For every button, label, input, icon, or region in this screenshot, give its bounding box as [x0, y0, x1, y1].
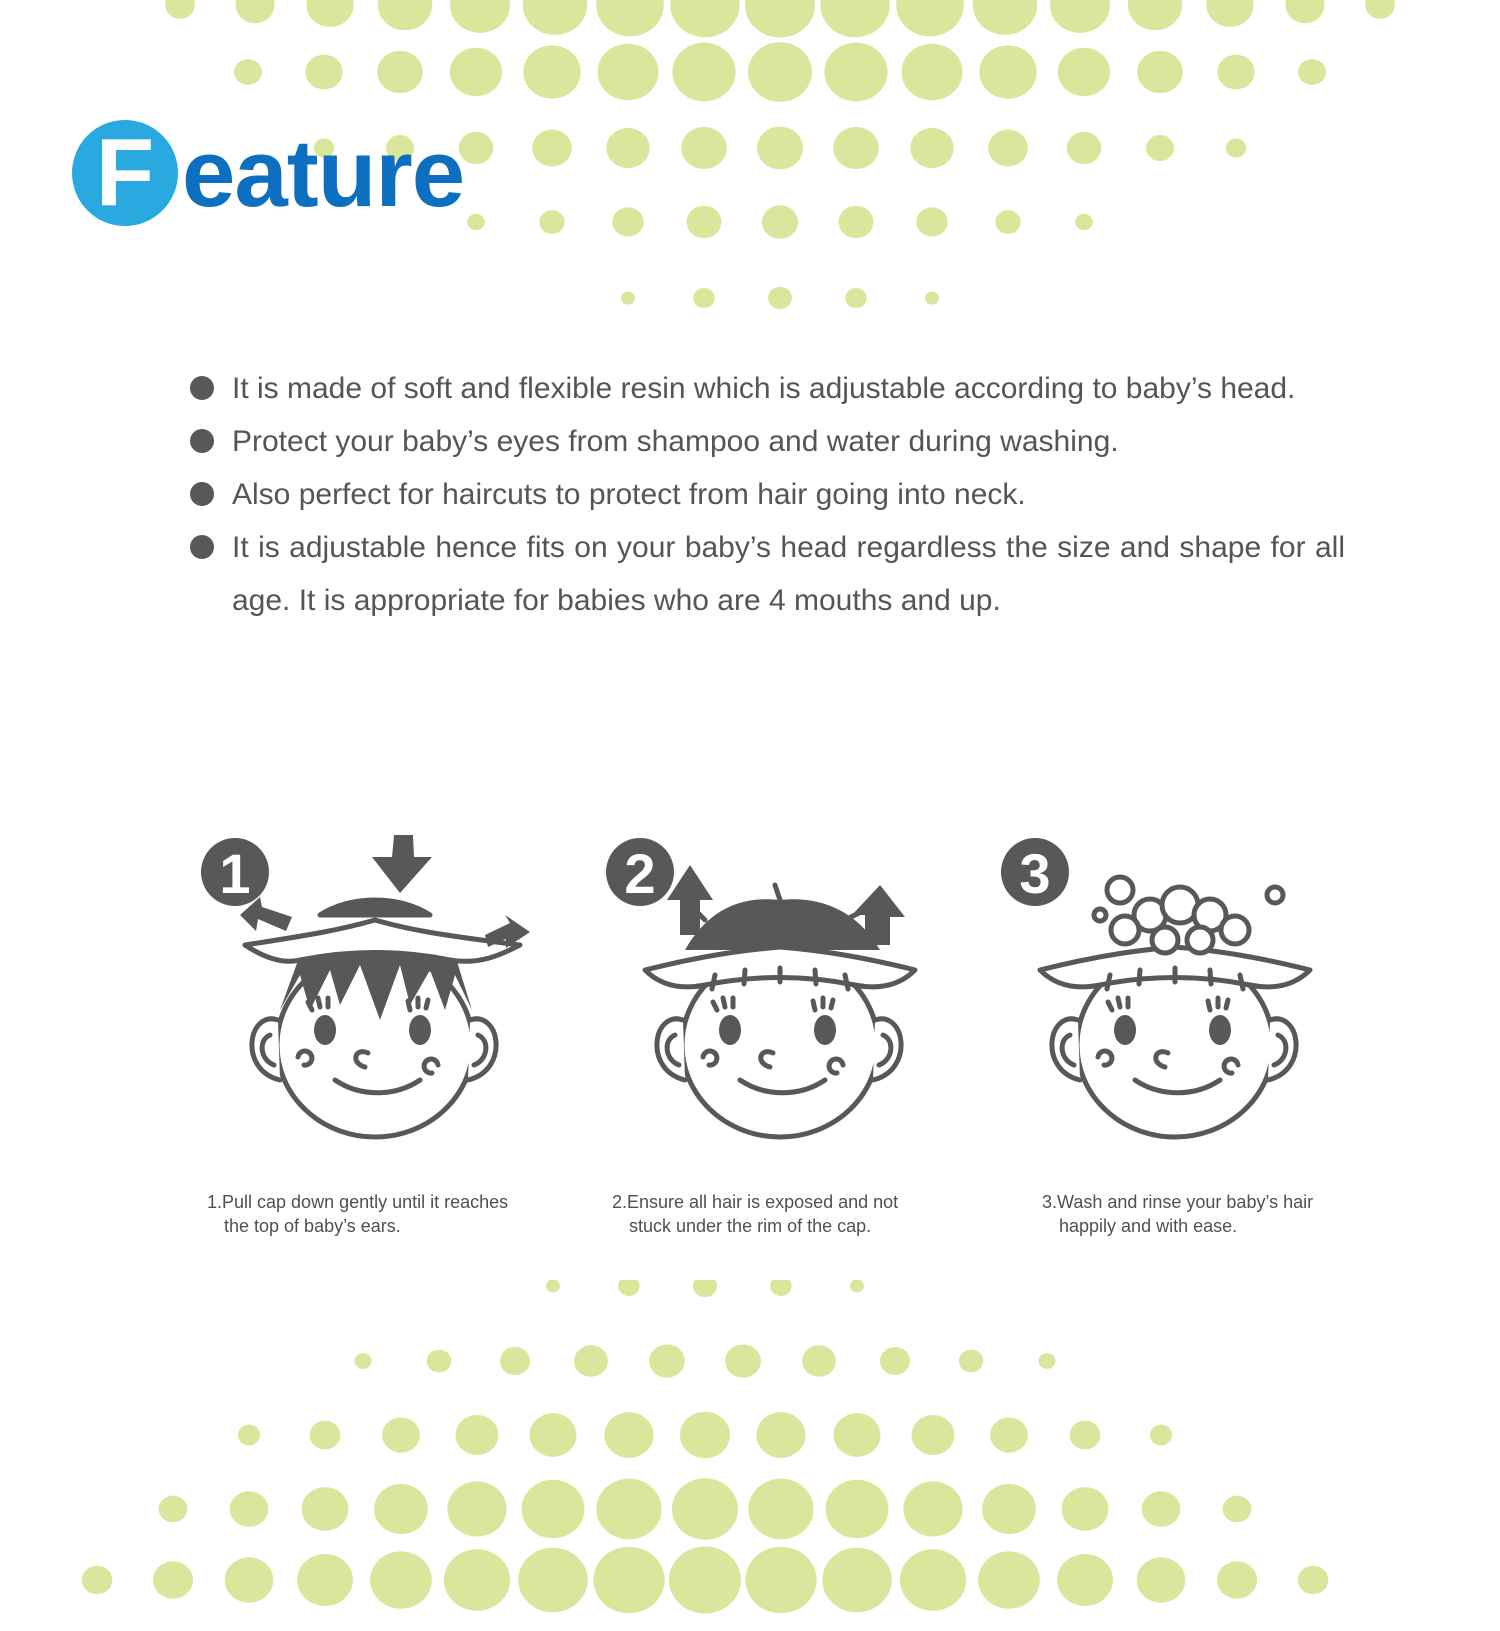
decorative-dot	[238, 1425, 260, 1446]
bullet-icon	[190, 429, 214, 453]
step-number: 3	[1019, 842, 1051, 905]
decorative-dot	[1137, 1557, 1186, 1602]
decorative-dot	[455, 1415, 498, 1455]
decorative-dot	[604, 1412, 653, 1458]
decorative-dot	[748, 42, 812, 102]
feature-list	[190, 362, 1345, 627]
title-badge-letter: F	[95, 119, 155, 226]
decorative-dot	[845, 288, 867, 308]
decorative-dot	[377, 51, 423, 93]
caption-line: stuck under the rim of the cap.	[629, 1216, 872, 1236]
caption-line: happily and with ease.	[1059, 1216, 1238, 1236]
step-number: 2	[624, 842, 656, 905]
step-number: 1	[219, 842, 251, 905]
decorative-dot	[82, 1566, 113, 1594]
decorative-dot	[467, 214, 485, 230]
decorative-dot	[770, 1280, 792, 1296]
decorative-dot	[901, 44, 962, 101]
decorative-dot	[757, 127, 803, 170]
decorative-dot	[978, 1551, 1040, 1608]
decorative-dot	[649, 1344, 685, 1377]
decorative-dot	[621, 291, 635, 304]
decorative-dot	[822, 1548, 891, 1613]
decorative-dot	[235, 0, 274, 23]
decorative-dot	[1365, 0, 1395, 19]
feature-item	[190, 362, 1345, 415]
decorative-dot	[165, 0, 195, 19]
decorative-dot	[596, 0, 663, 36]
decorative-dot	[693, 1280, 717, 1297]
decorative-dot	[450, 0, 510, 33]
decorative-dot	[354, 1353, 371, 1369]
decorative-dot	[596, 1479, 661, 1540]
decorative-dot	[670, 0, 739, 37]
decorative-dot	[995, 210, 1021, 234]
decorative-dot	[903, 1482, 962, 1537]
decorative-dot	[1298, 59, 1326, 85]
step-2	[605, 835, 975, 1255]
decorative-dot	[988, 130, 1028, 167]
feature-text: Protect your baby’s eyes from shampoo and water during washing.	[232, 425, 1119, 458]
decorative-dot	[979, 45, 1036, 98]
decorative-dot	[518, 1548, 587, 1613]
decorative-dot	[1062, 1487, 1109, 1531]
decorative-dot	[982, 1484, 1036, 1534]
decorative-dot	[1128, 0, 1182, 30]
decorative-dot	[824, 43, 887, 102]
baby-cap-step2-illustration	[605, 835, 975, 1175]
decorative-dot	[225, 1557, 274, 1602]
feature-text: Also perfect for haircuts to protect from hair going into neck.	[232, 478, 1026, 511]
step-caption	[1042, 1190, 1313, 1238]
decorative-dot	[820, 0, 889, 37]
decorative-dot	[606, 128, 649, 168]
decorative-dot	[850, 1280, 864, 1293]
decorative-dot	[768, 287, 792, 309]
feature-item	[190, 468, 1345, 521]
step-3	[1000, 835, 1370, 1255]
decorative-dot	[297, 1554, 353, 1606]
decorative-dot	[306, 0, 353, 27]
bullet-icon	[190, 482, 214, 506]
decorative-dot	[911, 1415, 954, 1455]
decorative-dot	[1057, 1554, 1113, 1606]
decorative-dots-bottom	[0, 1280, 1500, 1631]
decorative-dot	[839, 206, 874, 238]
caption-line: 3.Wash and rinse your baby’s hair	[1042, 1192, 1314, 1212]
bullet-icon	[190, 535, 214, 559]
decorative-dot	[378, 0, 432, 30]
decorative-dot	[530, 1413, 577, 1457]
decorative-dot	[1058, 48, 1110, 97]
step-1	[200, 835, 570, 1255]
caption-line: 2.Ensure all hair is exposed and not	[612, 1192, 899, 1212]
decorative-dot	[1226, 138, 1247, 157]
decorative-dot	[1146, 135, 1174, 161]
baby-cap-step3-illustration	[1000, 835, 1370, 1175]
decorative-dot	[959, 1350, 984, 1373]
decorative-dot	[916, 207, 947, 236]
decorative-dot	[687, 206, 722, 238]
baby-cap-step1-illustration	[200, 835, 570, 1175]
decorative-dot	[370, 1551, 432, 1608]
step-caption	[612, 1190, 898, 1238]
decorative-dot	[669, 1547, 741, 1614]
decorative-dot	[427, 1350, 452, 1373]
decorative-dot	[1217, 55, 1254, 90]
decorative-dot	[1070, 1421, 1101, 1450]
decorative-dot	[593, 1547, 664, 1613]
decorative-dot	[762, 205, 798, 238]
decorative-dot	[681, 127, 726, 169]
decorative-dot	[880, 1347, 910, 1375]
decorative-dot	[1217, 1561, 1257, 1598]
decorative-dot	[447, 1482, 506, 1537]
decorative-dot	[234, 59, 262, 85]
feature-item	[190, 415, 1345, 468]
decorative-dot	[725, 1344, 761, 1377]
decorative-dot	[302, 1487, 349, 1531]
decorative-dot	[973, 0, 1037, 35]
page-title: eature	[182, 120, 465, 227]
decorative-dot	[597, 44, 658, 101]
decorative-dot	[802, 1345, 836, 1377]
decorative-dot	[444, 1549, 510, 1611]
decorative-dot	[1150, 1425, 1172, 1446]
decorative-dot	[532, 130, 572, 167]
decorative-dot	[374, 1484, 428, 1534]
decorative-dot	[834, 1413, 881, 1457]
decorative-dot	[1050, 0, 1110, 33]
title-badge	[72, 120, 178, 226]
decorative-dot	[833, 127, 878, 169]
decorative-dot	[500, 1347, 530, 1375]
decorative-dot	[523, 0, 587, 35]
decorative-dot	[153, 1561, 193, 1598]
feature-item	[190, 521, 1345, 627]
decorative-dot	[539, 210, 565, 234]
decorative-dot	[546, 1280, 560, 1293]
decorative-dot	[745, 1547, 816, 1613]
decorative-dot	[450, 48, 502, 97]
decorative-dot	[693, 288, 715, 308]
decorative-dot	[1142, 1491, 1181, 1527]
decorative-dot	[230, 1491, 269, 1527]
decorative-dot	[159, 1496, 188, 1523]
decorative-dot	[990, 1417, 1028, 1452]
decorative-dot	[612, 207, 643, 236]
decorative-dot	[925, 291, 939, 304]
decorative-dot	[1038, 1353, 1055, 1369]
decorative-dot	[574, 1345, 608, 1377]
decorative-dot	[305, 55, 342, 90]
decorative-dot	[745, 0, 815, 38]
decorative-dot	[1285, 0, 1324, 23]
decorative-dot	[910, 128, 953, 168]
decorative-dot	[522, 1480, 585, 1539]
decorative-dot	[900, 1549, 966, 1611]
decorative-dot	[896, 0, 963, 36]
decorative-dot	[672, 43, 735, 102]
decorative-dot	[826, 1480, 889, 1539]
decorative-dot	[1075, 214, 1093, 230]
decorative-dot	[382, 1417, 420, 1452]
decorative-dot	[748, 1479, 813, 1540]
decorative-dot	[1067, 132, 1102, 164]
caption-line: 1.Pull cap down gently until it reaches	[207, 1192, 509, 1212]
decorative-dot	[1223, 1496, 1252, 1523]
decorative-dot	[618, 1280, 640, 1296]
decorative-dot	[310, 1421, 341, 1450]
feature-text: It is adjustable hence fits on your baby’s head regardless the size and shape for all age. It is appropriate for babies who are 4 mouths and up.	[232, 531, 1345, 617]
decorative-dot	[680, 1412, 730, 1459]
step-caption	[207, 1190, 508, 1238]
decorative-dot	[1206, 0, 1253, 27]
decorative-dot	[756, 1412, 805, 1458]
decorative-dot	[672, 1478, 738, 1539]
bullet-icon	[190, 376, 214, 400]
decorative-dot	[1137, 51, 1183, 93]
decorative-dot	[1298, 1566, 1329, 1594]
feature-text: It is made of soft and flexible resin which is adjustable according to baby’s head.	[232, 372, 1296, 405]
caption-line: the top of baby’s ears.	[224, 1216, 401, 1236]
decorative-dot	[523, 45, 580, 98]
